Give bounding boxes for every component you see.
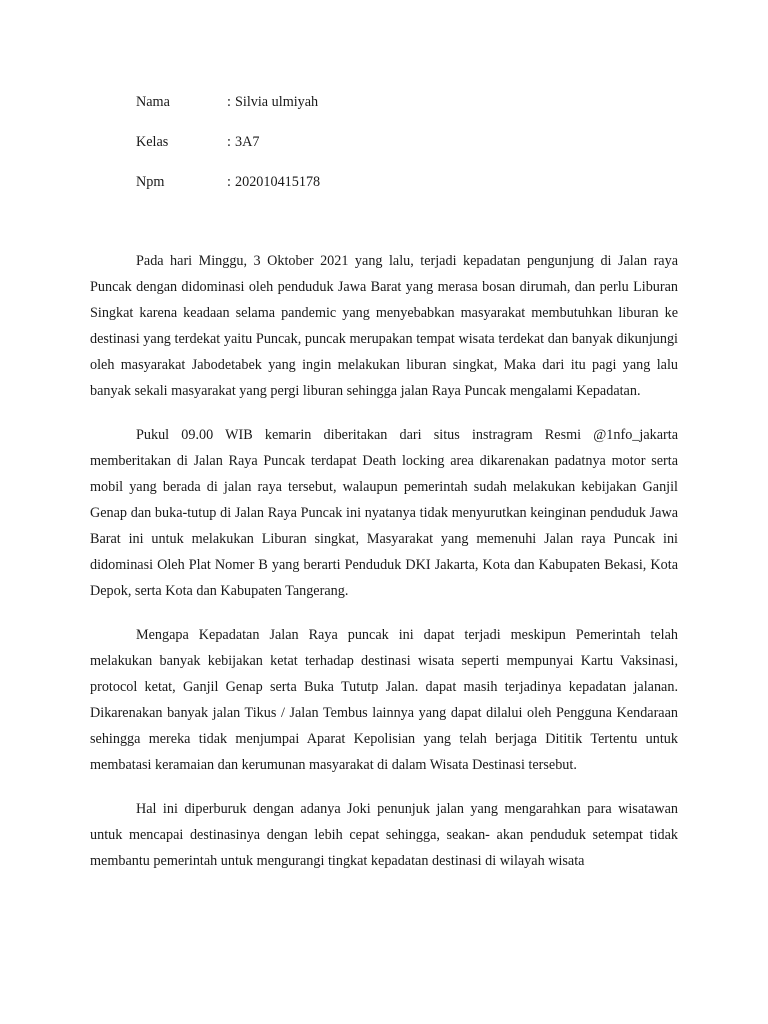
nama-separator: : [227, 94, 231, 110]
paragraph-2: Pukul 09.00 WIB kemarin diberitakan dari situs instragram Resmi @1nfo_jakarta memberitakan di Jalan Raya Puncak terdapat Death locking area dikarenakan padatnya motor serta mobil yang berada di jalan raya tersebut, walaupun pemerintah sudah melakukan kebijakan Ganjil Genap dan buka-tutup di Jalan Raya Puncak ini nyatanya tidak menyurutkan keinginan penduduk Jawa Barat ini untuk melakukan Liburan singkat, Masyarakat yang memenuhi Jalan raya Puncak ini didominasi Oleh Plat Nomer B yang berarti Penduduk DKI Jakarta, Kota dan Kabupaten Bekasi, Kota Depok, serta Kota dan Kabupaten Tangerang. [90, 427, 678, 599]
kelas-row [136, 132, 259, 152]
nama-value: Silvia ulmiyah [235, 94, 319, 110]
kelas-separator: : [227, 134, 231, 150]
body-text [90, 248, 678, 892]
paragraph-3: Mengapa Kepadatan Jalan Raya puncak ini dapat terjadi meskipun Pemerintah telah melakukan banyak kebijakan ketat terhadap destinasi wisata seperti mempunyai Kartu Vaksinasi, protocol ketat, Ganjil Genap serta Buka Tututp Jalan. dapat masih terjadinya kepadatan jalanan. Dikarenakan banyak jalan Tikus / Jalan Tembus lainnya yang dapat dilalui oleh Pengguna Kendaraan sehingga mereka tidak menjumpai Aparat Kepolisian yang telah berjaga Dititik Tertentu untuk membatasi keramaian dan kerumunan masyarakat di dalam Wisata Destinasi tersebut. [90, 627, 678, 773]
npm-separator: : [227, 174, 231, 190]
paragraph-1: Pada hari Minggu, 3 Oktober 2021 yang lalu, terjadi kepadatan pengunjung di Jalan raya Puncak dengan didominasi oleh penduduk Jawa Barat yang merasa bosan dirumah, dan perlu Liburan Singkat karena keadaan selama pandemic yang menyebabkan masyarakat membutuhkan liburan ke destinasi yang terdekat yaitu Puncak, puncak merupakan tempat wisata terdekat dan banyak dikunjungi oleh masyarakat Jabodetabek yang ingin melakukan liburan singkat, Maka dari itu pagi yang lalu banyak sekali masyarakat yang pergi liburan sehingga jalan Raya Puncak mengalami Kepadatan. [90, 253, 678, 399]
nama-row [136, 92, 318, 112]
paragraph-4: Hal ini diperburuk dengan adanya Joki penunjuk jalan yang mengarahkan para wisatawan untuk mencapai destinasinya dengan lebih cepat sehingga, seakan- akan penduduk setempat tidak membantu pemerintah untuk mengurangi tingkat kepadatan destinasi di wilayah wisata [90, 801, 678, 869]
npm-value: 202010415178 [235, 174, 321, 190]
npm-label: Npm [136, 174, 165, 190]
npm-row [136, 172, 320, 192]
kelas-value: 3A7 [235, 134, 260, 150]
nama-label: Nama [136, 94, 170, 110]
kelas-label: Kelas [136, 134, 169, 150]
